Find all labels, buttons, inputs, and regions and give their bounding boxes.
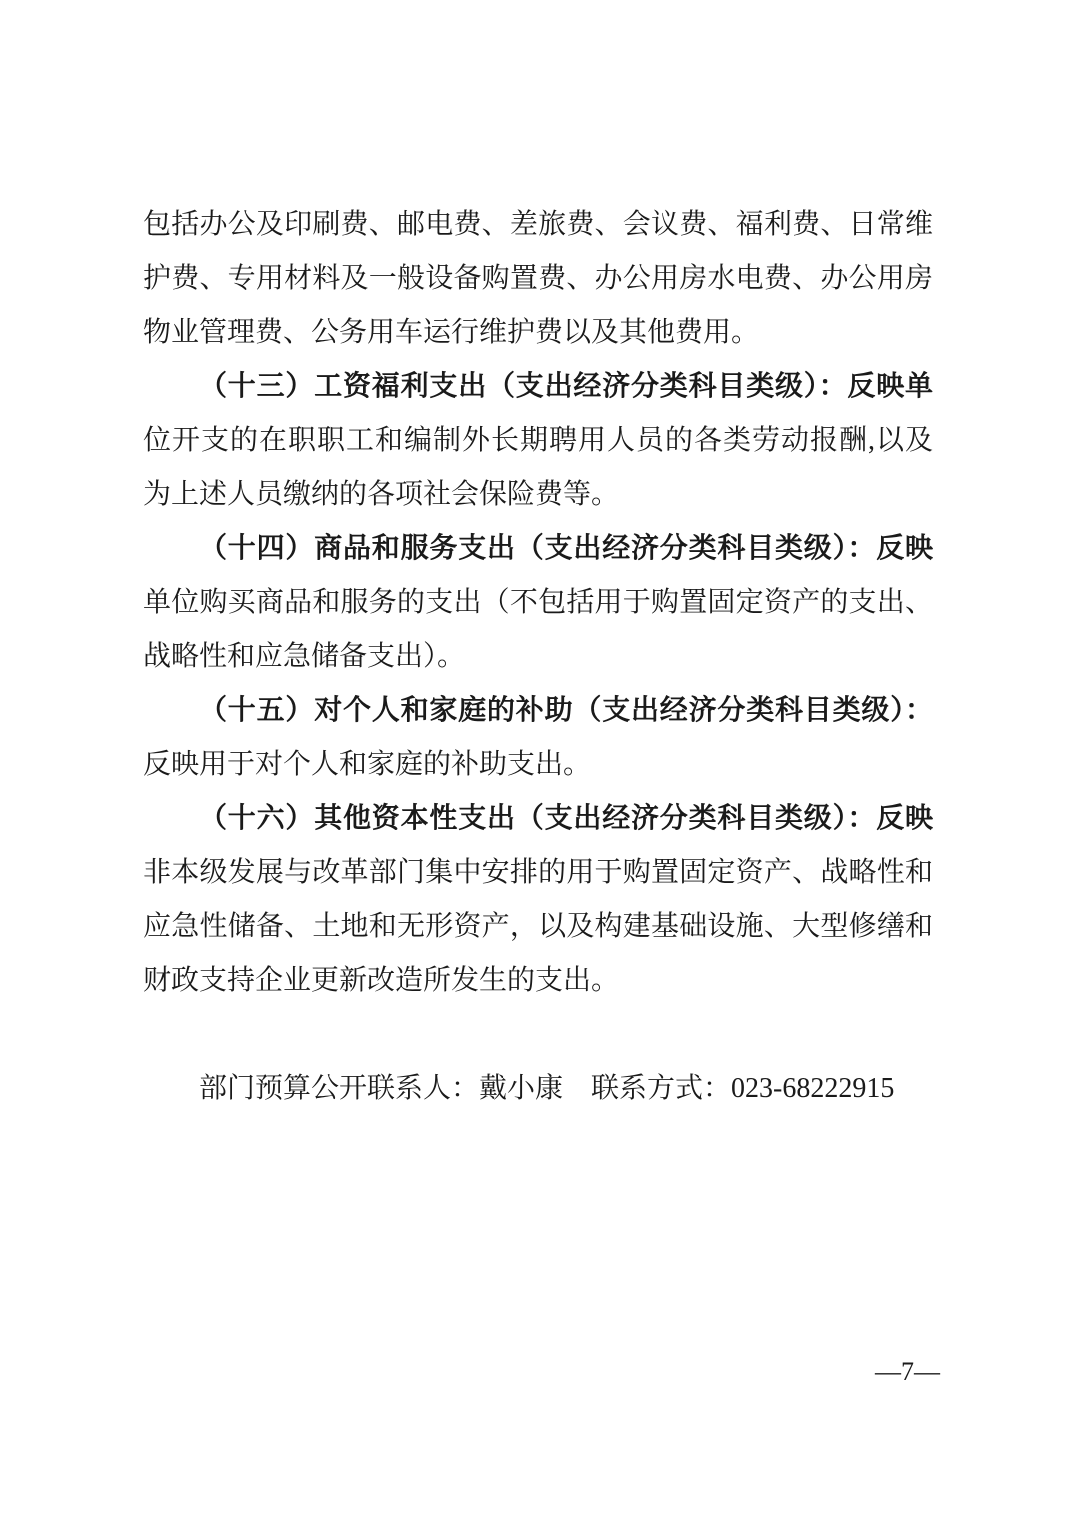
text-line: 单位购买商品和服务的支出（不包括用于购置固定资产的支出、 [143,587,933,618]
text-line: 为上述人员缴纳的各项社会保险费等。 [143,479,620,510]
text-line: （十四）商品和服务支出（支出经济分类科目类级）：反映 [199,533,933,564]
para-continuation-daily-expenses [143,198,933,360]
text-line: 非本级发展与改革部门集中安排的用于购置固定资产、战略性和 [143,857,933,888]
paragraphs-container [143,198,933,1008]
text-line: 位开支的在职职工和编制外长期聘用人员的各类劳动报酬,以及 [143,425,933,456]
text-line: 战略性和应急储备支出）。 [143,641,466,672]
text-block [143,198,933,1116]
para-15-subsidy-individuals-families [143,684,933,792]
text-line: 包括办公及印刷费、邮电费、差旅费、会议费、福利费、日常维 [143,209,933,240]
page-number: —7— [875,1357,940,1386]
text-line: 物业管理费、公务用车运行维护费以及其他费用。 [143,317,760,348]
contact-line: 部门预算公开联系人：戴小康 联系方式：023-68222915 [199,1073,895,1104]
para-13-wage-welfare-expense [143,360,933,522]
text-line: （十五）对个人和家庭的补助（支出经济分类科目类级）： [199,695,933,726]
para-16-other-capital-expense [143,792,933,1008]
text-line: 护费、专用材料及一般设备购置费、办公用房水电费、办公用房 [143,263,933,294]
text-line: （十六）其他资本性支出（支出经济分类科目类级）：反映 [199,803,933,834]
para-14-goods-services-expense [143,522,933,684]
text-line: 反映用于对个人和家庭的补助支出。 [143,749,592,780]
text-line: （十三）工资福利支出（支出经济分类科目类级）：反映单 [199,371,933,402]
text-line: 应急性储备、土地和无形资产，以及构建基础设施、大型修缮和 [143,911,933,942]
text-line: 财政支持企业更新改造所发生的支出。 [143,965,620,996]
